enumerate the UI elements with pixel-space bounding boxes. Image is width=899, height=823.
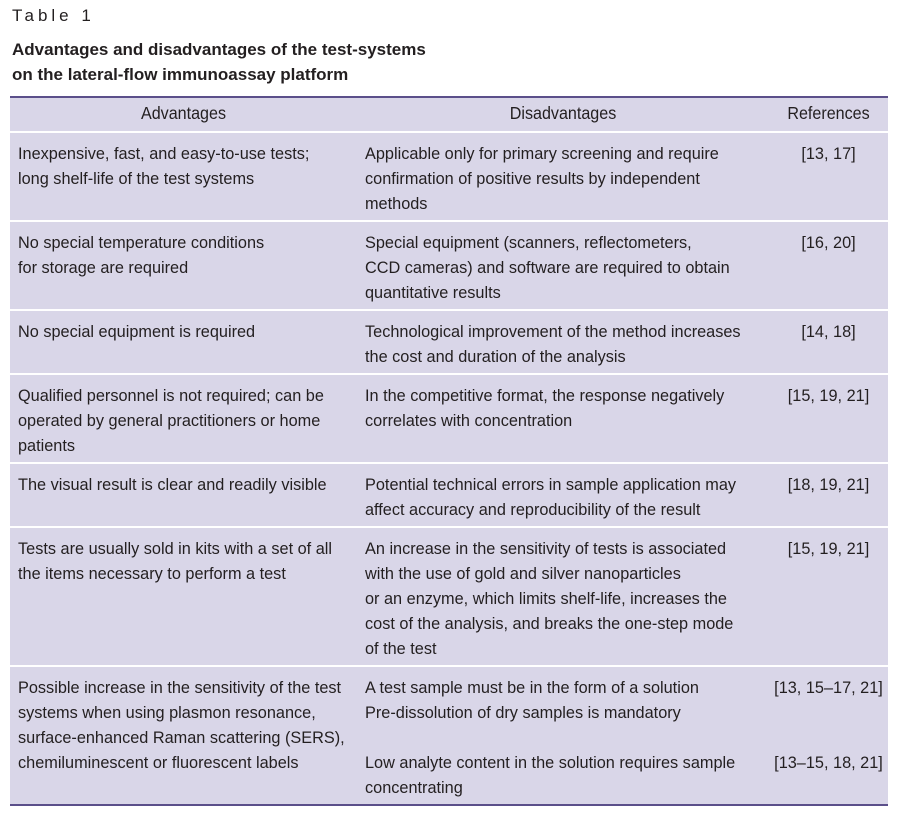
cell-text-line: The visual result is clear and readily visible bbox=[18, 476, 327, 494]
cell-text-line: A test sample must be in the form of a solution bbox=[365, 679, 699, 697]
table-row bbox=[10, 374, 888, 463]
cell-text-line: [13–15, 18, 21] bbox=[774, 754, 883, 772]
advantage-cell bbox=[10, 310, 357, 374]
cell-spacer bbox=[771, 726, 886, 751]
cell-text-line: Special equipment (scanners, reflectometers, bbox=[365, 234, 692, 252]
header-disadvantages: Disadvantages bbox=[509, 103, 617, 123]
cell-text-line: Applicable only for primary screening and require bbox=[365, 145, 719, 163]
table-row bbox=[10, 463, 888, 527]
cell-text-line: [15, 19, 21] bbox=[787, 387, 870, 405]
cell-text-line: Possible increase in the sensitivity of the test bbox=[18, 679, 342, 697]
reference-cell bbox=[769, 310, 888, 374]
advantage-cell bbox=[10, 666, 357, 805]
advantage-cell bbox=[10, 221, 357, 310]
cell-text-line: chemiluminescent or fluorescent labels bbox=[18, 754, 299, 772]
cell-text-line: CCD cameras) and software are required to obtain bbox=[365, 259, 730, 277]
cell-text-line: Low analyte content in the solution requires sample bbox=[365, 754, 736, 772]
cell-text-line: [13, 15–17, 21] bbox=[774, 679, 883, 697]
cell-text-line: [18, 19, 21] bbox=[787, 476, 870, 494]
cell-text-line: cost of the analysis, and breaks the one-step mode bbox=[365, 615, 734, 633]
advantage-cell bbox=[10, 132, 357, 221]
advantage-cell bbox=[10, 527, 357, 666]
table-row bbox=[10, 132, 888, 221]
cell-text-line: surface-enhanced Raman scattering (SERS), bbox=[18, 729, 345, 747]
cell-text-line: concentrating bbox=[365, 779, 463, 797]
table-header-row bbox=[10, 97, 888, 132]
table-row bbox=[10, 666, 888, 805]
table-title bbox=[12, 37, 426, 87]
cell-text-line: Potential technical errors in sample application may bbox=[365, 476, 737, 494]
header-advantages: Advantages bbox=[140, 103, 227, 123]
cell-spacer bbox=[365, 726, 763, 751]
cell-text-line: Tests are usually sold in kits with a set of all bbox=[18, 540, 333, 558]
cell-text-line: In the competitive format, the response negatively bbox=[365, 387, 725, 405]
cell-text-line: operated by general practitioners or home bbox=[18, 412, 321, 430]
reference-cell bbox=[769, 221, 888, 310]
cell-text-line: or an enzyme, which limits shelf-life, increases the bbox=[365, 590, 727, 608]
cell-text-line: the items necessary to perform a test bbox=[18, 565, 286, 583]
cell-text-line: with the use of gold and silver nanoparticles bbox=[365, 565, 681, 583]
cell-text-line: the cost and duration of the analysis bbox=[365, 348, 626, 366]
table-row bbox=[10, 310, 888, 374]
cell-text-line: No special equipment is required bbox=[18, 323, 256, 341]
table-title-line: Advantages and disadvantages of the test-systems bbox=[12, 40, 426, 59]
advantage-cell bbox=[10, 463, 357, 527]
header-references: References bbox=[787, 103, 870, 123]
cell-text-line: [16, 20] bbox=[801, 234, 856, 252]
disadvantage-cell bbox=[357, 310, 769, 374]
cell-text-line: long shelf-life of the test systems bbox=[18, 170, 255, 188]
cell-text-line: correlates with concentration bbox=[365, 412, 573, 430]
disadvantage-cell bbox=[357, 527, 769, 666]
disadvantage-cell bbox=[357, 666, 769, 805]
disadvantage-cell bbox=[357, 221, 769, 310]
cell-text-line: [15, 19, 21] bbox=[787, 540, 870, 558]
cell-text-line: [13, 17] bbox=[801, 145, 856, 163]
table-title-line: on the lateral-flow immunoassay platform bbox=[12, 65, 349, 84]
cell-text-line: Qualified personnel is not required; can be bbox=[18, 387, 324, 405]
advantage-cell bbox=[10, 374, 357, 463]
reference-cell bbox=[769, 527, 888, 666]
cell-text-line: systems when using plasmon resonance, bbox=[18, 704, 316, 722]
cell-text-line: for storage are required bbox=[18, 259, 189, 277]
cell-text-line: Technological improvement of the method increases bbox=[365, 323, 741, 341]
comparison-table bbox=[10, 96, 888, 806]
reference-cell bbox=[769, 132, 888, 221]
disadvantage-cell bbox=[357, 374, 769, 463]
cell-text-line: Inexpensive, fast, and easy-to-use tests; bbox=[18, 145, 310, 163]
cell-text-line: Pre-dissolution of dry samples is mandatory bbox=[365, 704, 681, 722]
cell-text-line: patients bbox=[18, 437, 76, 455]
disadvantage-cell bbox=[357, 463, 769, 527]
cell-text-line: [14, 18] bbox=[801, 323, 856, 341]
reference-cell bbox=[769, 463, 888, 527]
table-caption-label: Table 1 bbox=[12, 6, 95, 25]
cell-text-line: quantitative results bbox=[365, 284, 501, 302]
cell-text-line: affect accuracy and reproducibility of the result bbox=[365, 501, 701, 519]
table-row bbox=[10, 527, 888, 666]
table-row bbox=[10, 221, 888, 310]
cell-text-line: methods bbox=[365, 195, 428, 213]
reference-cell bbox=[769, 374, 888, 463]
cell-spacer bbox=[771, 701, 886, 726]
cell-text-line: An increase in the sensitivity of tests is associated bbox=[365, 540, 727, 558]
cell-text-line: No special temperature conditions bbox=[18, 234, 265, 252]
disadvantage-cell bbox=[357, 132, 769, 221]
cell-text-line: confirmation of positive results by independent bbox=[365, 170, 700, 188]
cell-text-line: of the test bbox=[365, 640, 437, 658]
reference-cell bbox=[769, 666, 888, 805]
table-body bbox=[10, 132, 888, 805]
